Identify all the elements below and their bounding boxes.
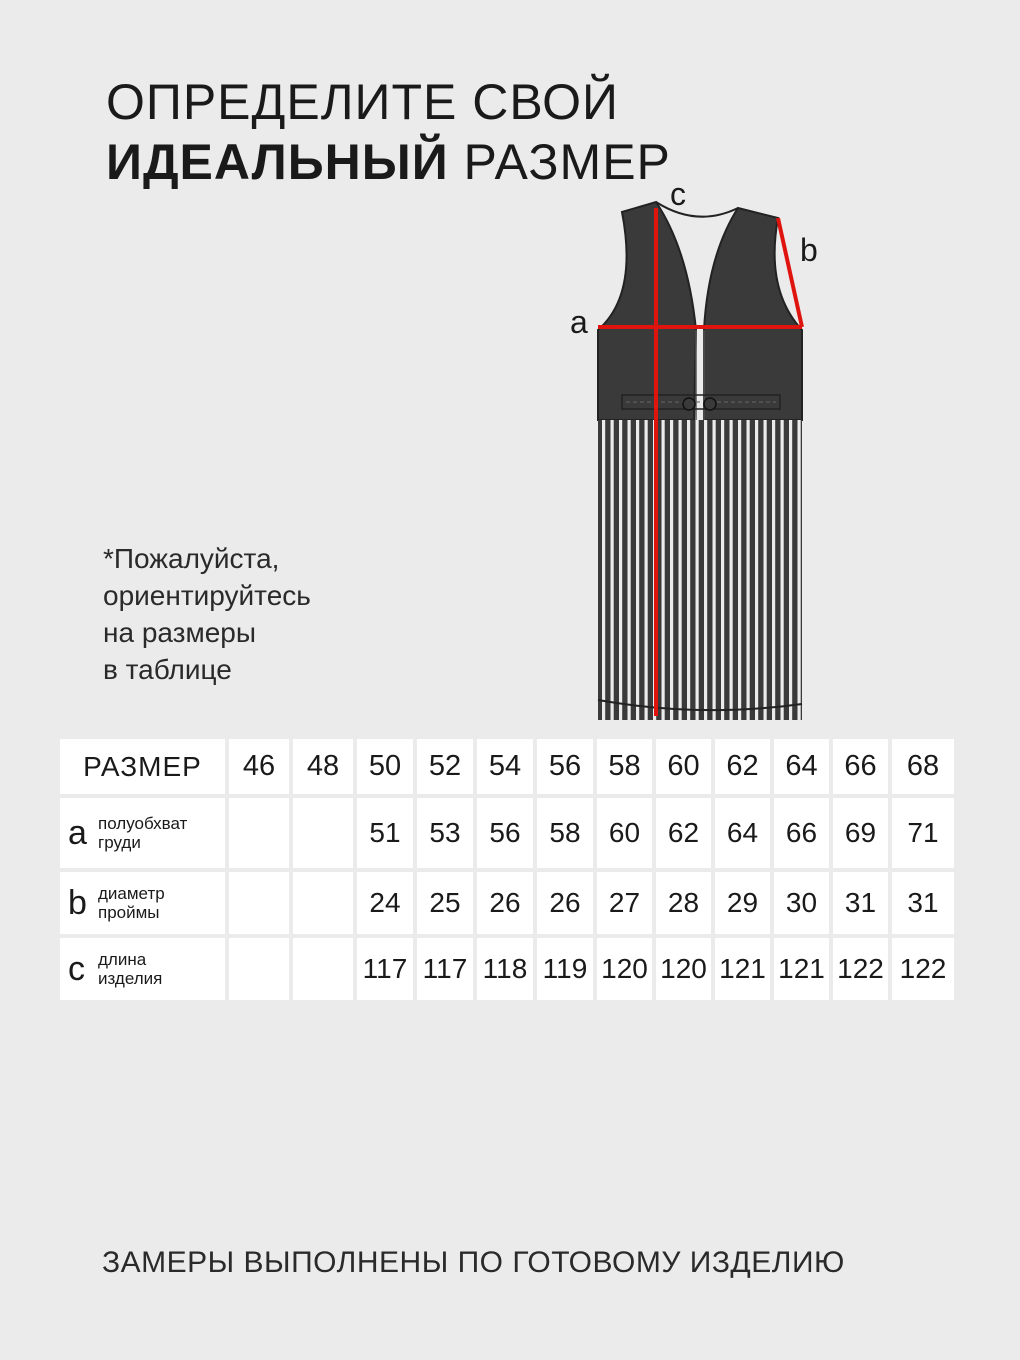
size-header-cell: 56 <box>537 739 593 794</box>
table-cell: 120 <box>656 938 711 1000</box>
fringe-strand-gap <box>764 420 767 720</box>
table-cell <box>293 798 353 868</box>
size-header-row <box>60 739 954 794</box>
table-cell: 27 <box>597 872 652 934</box>
note-line: в таблице <box>103 654 232 685</box>
vest-fringe <box>598 420 802 720</box>
fringe-strand-gap <box>696 420 699 720</box>
table-cell: 58 <box>537 798 593 868</box>
size-header-cell: 60 <box>656 739 711 794</box>
table-cell: 31 <box>892 872 954 934</box>
table-cell: 71 <box>892 798 954 868</box>
vest-body <box>598 202 696 420</box>
table-cell <box>293 872 353 934</box>
table-cell: 56 <box>477 798 533 868</box>
row-letter: c <box>68 949 85 988</box>
row-desc: проймы <box>98 903 160 922</box>
fringe-strand-gap <box>755 420 758 720</box>
note-line: на размеры <box>103 617 257 648</box>
size-header-cell: 54 <box>477 739 533 794</box>
size-header-cell: 52 <box>417 739 473 794</box>
table-cell: 60 <box>597 798 652 868</box>
vest-diagram <box>560 176 840 720</box>
table-cell: 118 <box>477 938 533 1000</box>
row-desc: диаметр <box>98 884 165 903</box>
vest-neckline <box>656 202 738 217</box>
table-cell: 53 <box>417 798 473 868</box>
table-cell: 117 <box>357 938 413 1000</box>
row-desc: длина <box>98 950 147 969</box>
fringe-strand-gap <box>738 420 741 720</box>
table-row <box>60 872 954 934</box>
table-cell <box>229 938 289 1000</box>
size-header-label: РАЗМЕР <box>60 739 225 794</box>
table-cell: 25 <box>417 872 473 934</box>
fringe-strand-gap <box>772 420 775 720</box>
fringe-strand-gap <box>789 420 792 720</box>
fringe-strand-gap <box>730 420 733 720</box>
measure-label-a: a <box>570 304 588 340</box>
size-header-cell: 46 <box>229 739 289 794</box>
table-cell: 117 <box>417 938 473 1000</box>
table-cell: 69 <box>833 798 888 868</box>
fringe-strand-gap <box>679 420 682 720</box>
row-label-a <box>60 798 225 868</box>
fringe-strand-gap <box>721 420 724 720</box>
table-cell: 120 <box>597 938 652 1000</box>
size-table <box>56 735 958 1004</box>
page-title <box>106 72 671 192</box>
fringe-strand-gap <box>704 420 707 720</box>
fringe-strand-gap <box>628 420 631 720</box>
table-cell: 119 <box>537 938 593 1000</box>
table-row <box>60 938 954 1000</box>
table-cell: 28 <box>656 872 711 934</box>
fringe-strand-gap <box>645 420 648 720</box>
fringe-strand-gap <box>602 420 605 720</box>
row-desc: изделия <box>98 969 163 988</box>
row-label-b <box>60 872 225 934</box>
table-cell <box>293 938 353 1000</box>
row-letter: a <box>68 813 87 852</box>
row-desc: груди <box>98 833 141 852</box>
fringe-strand-gap <box>687 420 690 720</box>
row-letter: b <box>68 883 87 922</box>
table-cell: 30 <box>774 872 829 934</box>
row-desc: полуобхват <box>98 814 188 833</box>
measure-label-c: c <box>670 176 686 212</box>
table-cell: 122 <box>833 938 888 1000</box>
size-header-cell: 50 <box>357 739 413 794</box>
size-header-cell: 58 <box>597 739 652 794</box>
table-row <box>60 798 954 868</box>
table-cell: 26 <box>537 872 593 934</box>
table-cell: 24 <box>357 872 413 934</box>
size-header-cell: 64 <box>774 739 829 794</box>
table-cell: 66 <box>774 798 829 868</box>
fringe-strand-gap <box>713 420 716 720</box>
size-header-cell: 66 <box>833 739 888 794</box>
table-cell: 62 <box>656 798 711 868</box>
fringe-strand-gap <box>670 420 673 720</box>
fringe-strand-gap <box>747 420 750 720</box>
fringe-strand-gap <box>798 420 801 720</box>
title-bold-word: ИДЕАЛЬНЫЙ <box>106 134 449 190</box>
table-cell: 31 <box>833 872 888 934</box>
fringe-strand-gap <box>619 420 622 720</box>
row-label-c <box>60 938 225 1000</box>
note-line: *Пожалуйста, <box>103 543 280 574</box>
fringe-strand-gap <box>636 420 639 720</box>
size-note <box>103 540 311 688</box>
title-rest: РАЗМЕР <box>448 134 671 190</box>
size-header-cell: 68 <box>892 739 954 794</box>
table-cell <box>229 798 289 868</box>
size-header-cell: 48 <box>293 739 353 794</box>
table-cell: 51 <box>357 798 413 868</box>
fringe-strand-gap <box>611 420 614 720</box>
table-cell: 122 <box>892 938 954 1000</box>
table-cell: 64 <box>715 798 770 868</box>
table-cell: 26 <box>477 872 533 934</box>
footer-note: ЗАМЕРЫ ВЫПОЛНЕНЫ ПО ГОТОВОМУ ИЗДЕЛИЮ <box>102 1246 845 1279</box>
measure-label-b: b <box>800 232 818 268</box>
table-cell: 121 <box>774 938 829 1000</box>
table-cell: 121 <box>715 938 770 1000</box>
vest-button <box>683 398 695 410</box>
size-header-cell: 62 <box>715 739 770 794</box>
vest-button <box>704 398 716 410</box>
table-cell: 29 <box>715 872 770 934</box>
title-line-1: ОПРЕДЕЛИТЕ СВОЙ <box>106 74 619 130</box>
vest-body <box>704 208 802 420</box>
table-cell <box>229 872 289 934</box>
fringe-strand-gap <box>662 420 665 720</box>
fringe-strand-gap <box>781 420 784 720</box>
vest-drawing <box>560 180 840 720</box>
note-line: ориентируйтесь <box>103 580 311 611</box>
